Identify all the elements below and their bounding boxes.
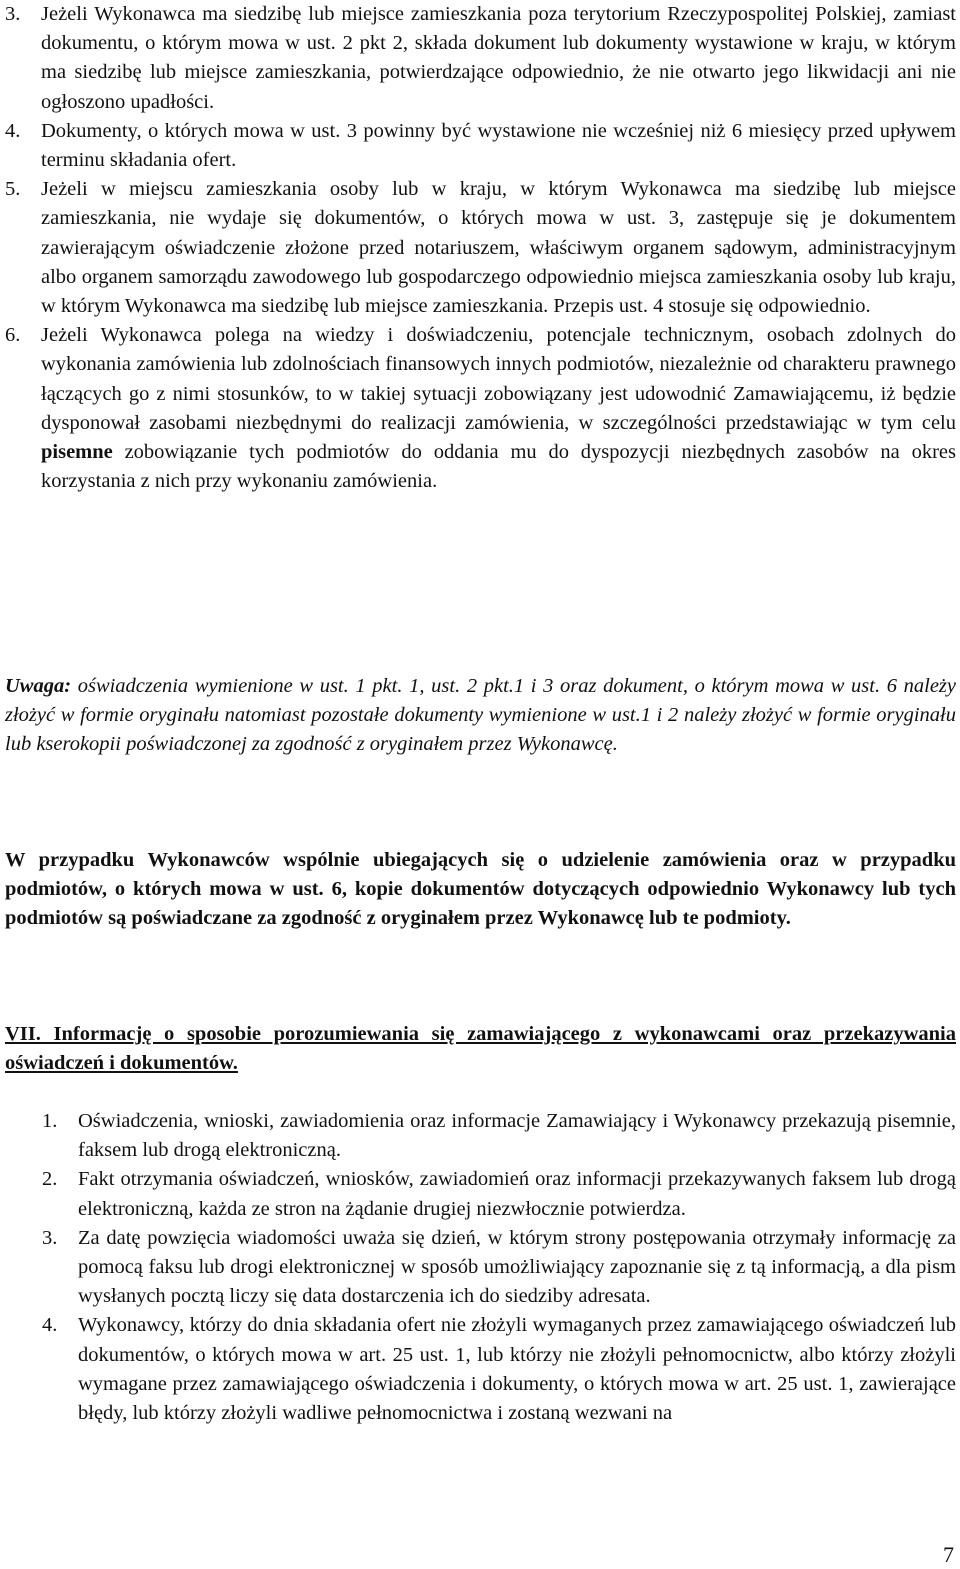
list-item bbox=[42, 1165, 956, 1223]
item-text: Jeżeli Wykonawca ma siedzibę lub miejsce zamieszkania poza terytorium Rzeczypospolitej Polskiej, zamiast dokumentu, o którym mowa w ust. 2 pkt 2, składa dokument lub dokumenty wystawione w kraju, w którym ma siedzibę lub miejsce zamieszkania, potwierdzające odpowiednio, że nie otwarto jego likwidacji ani nie ogłoszono upadłości. bbox=[41, 3, 956, 113]
emphasis-word: pisemne bbox=[41, 441, 113, 464]
item-number: 3. bbox=[5, 3, 21, 25]
list-item bbox=[42, 1107, 956, 1165]
page-number: 7 bbox=[943, 1542, 954, 1567]
item-number: 4. bbox=[5, 119, 21, 142]
item-text: Za datę powzięcia wiadomości uważa się dzień, w którym strony postępowania otrzymały informację za pomocą faksu lub drogi elektronicznej w sposób umożliwiający zapoznanie się z tą informacją, a dla pism wysłanych pocztą liczy się data dostarczenia ich do siedziby adresata. bbox=[78, 1226, 956, 1308]
note-label: Uwaga: bbox=[5, 675, 72, 697]
item-text: Jeżeli Wykonawca polega na wiedzy i doświadczeniu, potencjale technicznym, osobach zdolnych do wykonania zamówienia lub zdolnościach finansowych innych podmiotów, niezależnie od charakteru prawnego łączących go z nimi stosunków, to w takiej sytuacji zobowiązany jest udowodnić Zamawiającemu, iż będzie dysponował zasobami niezbędnymi do realizacji zamówienia, w szczególności przedstawiając w tym celu bbox=[41, 324, 956, 434]
list-item bbox=[42, 1224, 956, 1312]
item-number: 1. bbox=[42, 1110, 58, 1132]
list-item bbox=[5, 117, 956, 175]
item-number: 6. bbox=[5, 324, 21, 347]
list-item bbox=[5, 175, 956, 321]
note-text: oświadczenia wymienione w ust. 1 pkt. 1, ust. 2 pkt.1 i 3 oraz dokument, o którym mowa w ust. 6 należy złożyć w formie oryginału natomiast pozostałe dokumenty wymienione w ust.1 i 2 należy złożyć w formie oryginału lub kserokopii poświadczonej za zgodność z oryginałem przez Wykonawcę. bbox=[5, 675, 956, 756]
item-text: Wykonawcy, którzy do dnia składania ofert nie złożyli wymaganych przez zamawiającego oświadczeń lub dokumentów, o których mowa w art. 25 ust. 1, lub którzy nie złożyli pełnomocnictw, albo którzy złożyli wymagane przez zamawiającego oświadczenia i dokumenty, o których mowa w art. 25 ust. 1, zawierające błędy, lub którzy złożyli wadliwe pełnomocnictwa i zostaną wezwani na bbox=[78, 1314, 956, 1425]
item-text: Oświadczenia, wnioski, zawiadomienia oraz informacje Zamawiający i Wykonawcy przekazują pisemnie, faksem lub drogą elektroniczną. bbox=[78, 1110, 956, 1162]
item-number: 3. bbox=[42, 1226, 58, 1249]
list-item bbox=[5, 0, 956, 117]
item-number: 2. bbox=[42, 1168, 58, 1191]
certification-paragraph: W przypadku Wykonawców wspólnie ubiegających się o udzielenie zamówienia oraz w przypadku podmiotów, o których mowa w ust. 6, kopie dokumentów dotyczących odpowiednio Wykonawcy lub tych podmiotów są poświadczane za zgodność z oryginałem przez Wykonawcę lub te podmioty. bbox=[5, 849, 956, 930]
list-item bbox=[5, 321, 956, 496]
item-text: zobowiązanie tych podmiotów do oddania mu do dyspozycji niezbędnych zasobów na okres korzystania z nich przy wykonaniu zamówienia. bbox=[41, 441, 956, 493]
note-paragraph bbox=[5, 672, 956, 760]
item-number: 5. bbox=[5, 178, 21, 201]
item-text: Fakt otrzymania oświadczeń, wniosków, zawiadomień oraz informacji przekazywanych faksem lub drogą elektroniczną, każda ze stron na żądanie drugiej niezwłocznie potwierdza. bbox=[78, 1168, 956, 1220]
section-heading: VII. Informację o sposobie porozumiewania się zamawiającego z wykonawcami oraz przekazywania oświadczeń i dokumentów. bbox=[5, 1023, 956, 1075]
item-number: 4. bbox=[42, 1314, 58, 1337]
section-list bbox=[42, 1107, 956, 1428]
item-text: Jeżeli w miejscu zamieszkania osoby lub w kraju, w którym Wykonawca ma siedzibę lub miejsce zamieszkania, nie wydaje się dokumentów, o których mowa w ust. 3, zastępuje się je dokumentem zawierającym oświadczenie złożone przed notariuszem, właściwym organem sądowym, administracyjnym albo organem samorządu zawodowego lub gospodarczego odpowiednio miejsca zamieszkania osoby lub kraju, w którym Wykonawca ma siedzibę lub miejsce zamieszkania. Przepis ust. 4 stosuje się odpowiednio. bbox=[41, 178, 956, 318]
item-text: Dokumenty, o których mowa w ust. 3 powinny być wystawione nie wcześniej niż 6 miesięcy przed upływem terminu składania ofert. bbox=[41, 119, 956, 172]
list-item bbox=[42, 1311, 956, 1428]
top-list bbox=[5, 0, 956, 496]
